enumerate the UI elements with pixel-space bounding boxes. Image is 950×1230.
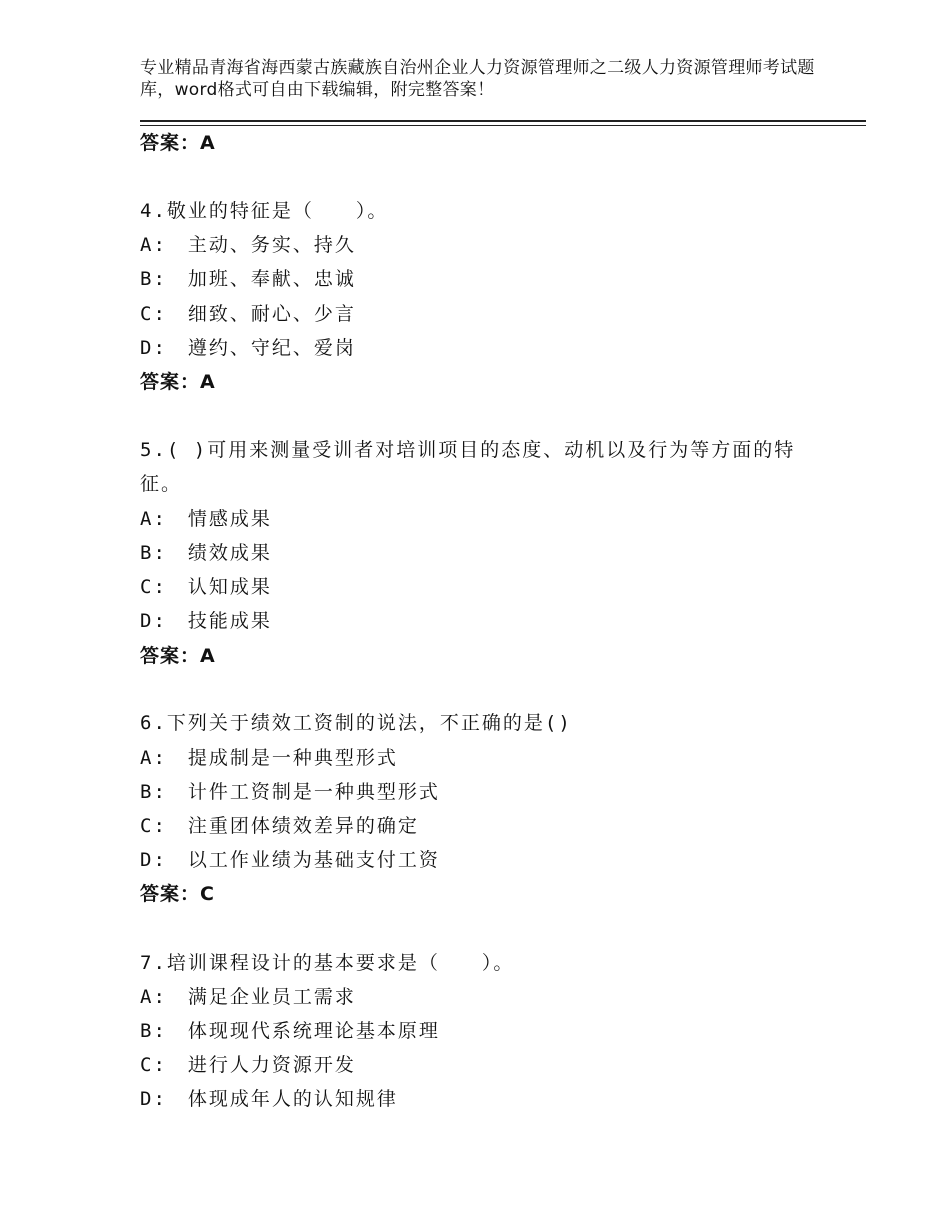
question-5-option-b: B: 绩效成果 [140,542,272,564]
question-4-option-b: B: 加班、奉献、忠诚 [140,268,356,290]
question-7-option-d: D: 体现成年人的认知规律 [140,1088,398,1110]
question-5-option-d: D: 技能成果 [140,610,272,632]
question-5-option-a: A: 情感成果 [140,508,272,530]
question-7-option-a: A: 满足企业员工需求 [140,986,356,1008]
question-4-option-d: D: 遵约、守纪、爱岗 [140,337,356,359]
question-4-text: 4.敬业的特征是（ ）。 [140,200,389,222]
question-6-option-d: D: 以工作业绩为基础支付工资 [140,849,440,871]
question-6-option-a: A: 提成制是一种典型形式 [140,747,398,769]
header-title: 专业精品青海省海西蒙古族藏族自治州企业人力资源管理师之二级人力资源管理师考试题库，word格式可自由下载编辑，附完整答案！ [140,58,815,100]
question-7-option-c: C: 进行人力资源开发 [140,1054,356,1076]
question-4-option-c: C: 细致、耐心、少言 [140,303,356,325]
question-7-text: 7.培训课程设计的基本要求是（ ）。 [140,952,515,974]
header-rule-thick [140,120,866,122]
question-6-option-b: B: 计件工资制是一种典型形式 [140,781,440,803]
question-6-text: 6.下列关于绩效工资制的说法，不正确的是() [140,712,572,734]
question-4-option-a: A: 主动、务实、持久 [140,234,356,256]
question-6-option-c: C: 注重团体绩效差异的确定 [140,815,419,837]
question-5-option-c: C: 认知成果 [140,576,272,598]
document-header [140,57,820,101]
question-5-answer: 答案：A [140,645,216,667]
header-rule-thin [140,125,866,126]
answer-prev: 答案：A [140,132,216,154]
question-6-answer: 答案：C [140,883,215,905]
question-4-answer: 答案：A [140,371,216,393]
question-7-option-b: B: 体现现代系统理论基本原理 [140,1020,440,1042]
question-5-text: 5.( )可用来测量受训者对培训项目的态度、动机以及行为等方面的特征。 [140,439,796,495]
